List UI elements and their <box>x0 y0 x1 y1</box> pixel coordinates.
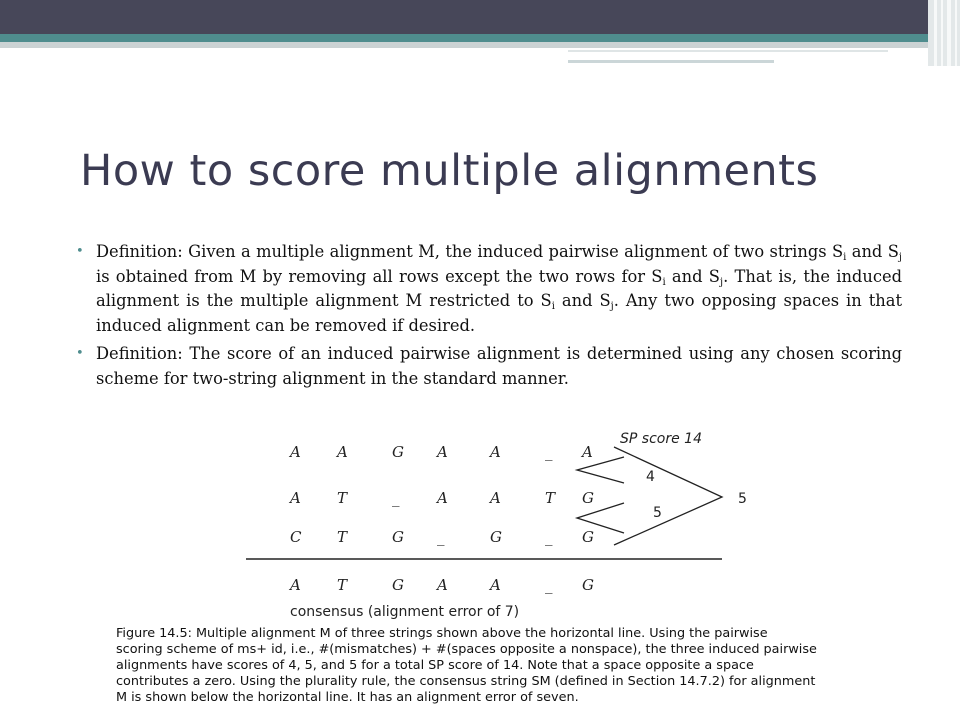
consensus-cell: G <box>392 576 404 594</box>
header-accent-band <box>0 34 960 42</box>
alignment-cell: C <box>290 528 302 546</box>
bullet-text: Definition: Given a multiple alignment M, the induced pairwise alignment of two strings $S_i$ and $S_j$ is obtained from M by removing all rows except the two rows for $S_i$ and $S_j$. That is, the induced alignment is the multiple alignment M restricted to $S_i$ and $S_j$. Any two opposing spaces in that induced alignment can be removed if desired. <box>96 242 903 335</box>
header-rule-2 <box>568 60 774 63</box>
alignment-cell: A <box>437 489 448 507</box>
subscript: j <box>898 252 902 263</box>
slide-title: How to score multiple alignments <box>80 146 819 196</box>
alignment-cell: G <box>490 528 502 546</box>
alignment-cell: T <box>337 528 348 546</box>
bullet-text: Definition: The score of an induced pairwise alignment is determined using any chosen scoring scheme for two-string alignment in the standard manner. <box>96 344 902 388</box>
alignment-cell: G <box>392 443 404 461</box>
alignment-cell: _ <box>545 443 553 461</box>
caption-line: M is shown below the horizontal line. It has an alignment error of seven. <box>116 690 579 706</box>
alignment-cell: A <box>490 489 501 507</box>
pair-score-bottom: 5 <box>653 505 662 521</box>
alignment-cell: A <box>490 443 501 461</box>
subscript: i <box>662 276 666 288</box>
alignment-cell: A <box>437 443 448 461</box>
alignment-cell: _ <box>545 528 553 546</box>
consensus-cell: _ <box>545 576 553 594</box>
header-band <box>0 0 960 34</box>
consensus-cell: A <box>290 576 301 594</box>
alignment-cell: A <box>582 443 593 461</box>
subscript: i <box>843 252 847 263</box>
consensus-cell: G <box>582 576 594 594</box>
bullet-list <box>76 240 902 396</box>
pair-score-outer: 5 <box>738 491 747 507</box>
alignment-cell: G <box>392 528 404 546</box>
alignment-cell: G <box>582 528 594 546</box>
alignment-cell: A <box>290 489 301 507</box>
bullet-definition-induced <box>76 240 902 338</box>
caption-line: alignments have scores of 4, 5, and 5 for a total SP score of 14. Note that a space opposite a space <box>116 658 754 674</box>
alignment-cell: T <box>337 489 348 507</box>
alignment-cell: _ <box>392 489 400 507</box>
subscript: j <box>610 301 614 313</box>
caption-line: contributes a zero. Using the plurality rule, the consensus string SM (defined in Section 14.7.2) for alignment <box>116 674 816 690</box>
alignment-diagram <box>240 425 747 625</box>
consensus-cell: A <box>490 576 501 594</box>
header-grey-band <box>0 42 960 48</box>
bullet-dot-icon: • <box>76 346 84 362</box>
bullet-definition-score <box>76 342 902 391</box>
figure-caption <box>116 626 876 706</box>
sp-score-label: SP score 14 <box>620 431 702 447</box>
header-rule-1 <box>568 50 888 52</box>
alignment-cell: T <box>545 489 556 507</box>
caption-line: scoring scheme of ms+ id, i.e., #(mismatches) + #(spaces opposite a nonspace), the three induced pairwise <box>116 642 817 658</box>
subscript: j <box>719 276 724 288</box>
alignment-cell: _ <box>437 528 445 546</box>
consensus-cell: T <box>337 576 348 594</box>
alignment-cell: A <box>337 443 348 461</box>
alignment-cell: A <box>290 443 301 461</box>
consensus-label: consensus (alignment error of 7) <box>290 604 520 620</box>
alignment-cell: G <box>582 489 594 507</box>
pair-score-top: 4 <box>646 469 655 485</box>
subscript: i <box>551 301 555 313</box>
caption-line: Figure 14.5: Multiple alignment M of three strings shown above the horizontal line. Using the pairwise <box>116 626 768 641</box>
pair-bracket-outer <box>614 447 722 545</box>
header-corner-decoration <box>928 0 960 66</box>
bullet-dot-icon: • <box>76 244 84 259</box>
consensus-cell: A <box>437 576 448 594</box>
